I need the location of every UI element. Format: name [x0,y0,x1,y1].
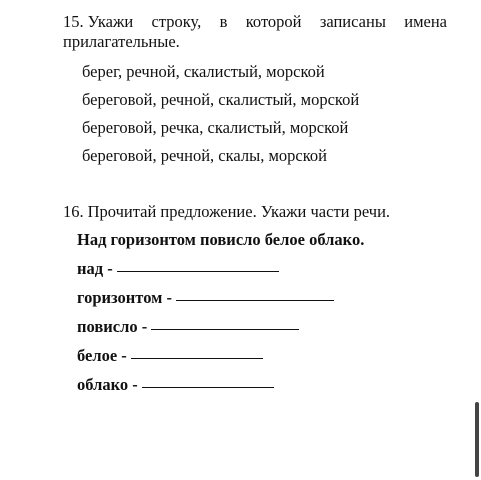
answer-blank[interactable] [151,328,299,330]
part-row-2 [77,283,463,312]
parts-of-speech-list [77,254,463,399]
part-word: повисло - [77,317,148,336]
answer-blank[interactable] [131,357,263,359]
part-row-5 [77,370,463,399]
part-word: над - [77,259,113,278]
part-word: горизонтом - [77,288,172,307]
answer-blank[interactable] [117,270,279,272]
part-word: облако - [77,375,138,394]
part-row-1 [77,254,463,283]
answer-blank[interactable] [176,299,334,301]
answer-option-1[interactable]: берег, речной, скалистый, морской [82,62,325,81]
answer-options [82,58,447,170]
sentence: Над горизонтом повисло белое облако. [77,230,365,249]
answer-option-2[interactable]: береговой, речной, скалистый, морской [82,90,360,109]
task-15-question-line [63,12,447,52]
scrollbar-thumb[interactable] [475,402,479,477]
answer-blank[interactable] [142,386,274,388]
task-16 [63,202,463,399]
part-word: белое - [77,346,127,365]
task-16-question: Прочитай предложение. Укажи части речи. [87,202,391,221]
answer-option-4[interactable]: береговой, речной, скалы, морской [82,146,327,165]
part-row-4 [77,341,463,370]
task-15 [63,12,447,170]
part-row-3 [77,312,463,341]
task-16-question-line [63,202,463,222]
task-15-question: Укажи строку, в которой записаны имена прилагательные. [63,12,447,51]
task-16-number: 16. [63,202,84,221]
answer-option-3[interactable]: береговой, речка, скалистый, морской [82,118,349,137]
task-15-number: 15. [63,12,84,31]
